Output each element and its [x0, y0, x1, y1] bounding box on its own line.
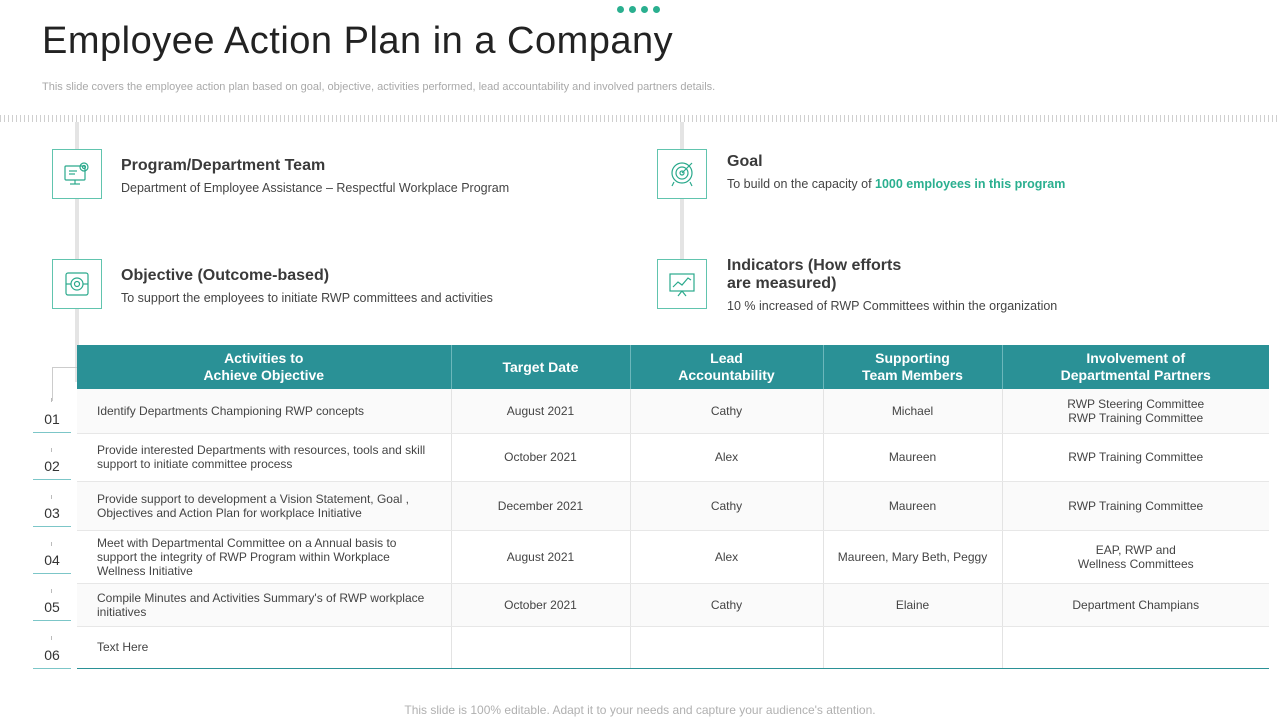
top-dots-decoration	[617, 6, 660, 13]
row-number: 03	[44, 505, 60, 521]
partners-cell: RWP Training Committee	[1002, 433, 1269, 481]
lead-cell: Cathy	[630, 389, 823, 433]
date-cell	[451, 626, 630, 668]
program-title: Program/Department Team	[121, 157, 326, 174]
action-plan-table	[77, 345, 1269, 669]
table-row	[77, 530, 1269, 583]
indicators-description: 10 % increased of RWP Committees within the organization	[727, 299, 1058, 313]
goal-description-text: To build on the capacity of	[727, 177, 876, 191]
partners-cell: EAP, RWP and Wellness Committees	[1002, 530, 1269, 583]
activity-cell: Compile Minutes and Activities Summary's of RWP workplace initiatives	[77, 583, 451, 626]
footer-note: This slide is 100% editable. Adapt it to your needs and capture your audience's attention.	[404, 703, 876, 717]
target-icon	[657, 149, 707, 199]
activity-cell: Identify Departments Championing RWP concepts	[77, 389, 451, 433]
row-number-underline	[33, 573, 71, 574]
table-row	[77, 626, 1269, 668]
objective-description: To support the employees to initiate RWP committees and activities	[121, 291, 493, 305]
page-subtitle: This slide covers the employee action plan based on goal, objective, activities performed, lead accountability and involved partners details.	[42, 81, 716, 93]
column-header-team: Supporting Team Members	[823, 345, 1002, 389]
row-tick	[51, 589, 52, 593]
row-tick	[51, 398, 52, 402]
table-header-row	[77, 345, 1269, 389]
partners-cell: RWP Steering Committee RWP Training Committee	[1002, 389, 1269, 433]
row-number-underline	[33, 668, 71, 669]
lead-cell: Cathy	[630, 481, 823, 530]
team-cell: Elaine	[823, 583, 1002, 626]
program-description: Department of Employee Assistance – Respectful Workplace Program	[121, 181, 510, 195]
team-cell: Maureen	[823, 433, 1002, 481]
column-header-partners: Involvement of Departmental Partners	[1002, 345, 1269, 389]
lead-cell: Cathy	[630, 583, 823, 626]
partners-cell	[1002, 626, 1269, 668]
partners-cell: Department Champians	[1002, 583, 1269, 626]
row-number-underline	[33, 479, 71, 480]
table-row	[77, 389, 1269, 433]
lead-cell: Alex	[630, 433, 823, 481]
page-title: Employee Action Plan in a Company	[42, 20, 674, 62]
activity-cell: Provide support to development a Vision Statement, Goal , Objectives and Action Plan for workplace Initiative	[77, 481, 451, 530]
target-screen-icon	[52, 259, 102, 309]
lead-cell: Alex	[630, 530, 823, 583]
chart-presentation-icon	[657, 259, 707, 309]
date-cell: October 2021	[451, 433, 630, 481]
indicators-title-line2: are measured)	[727, 275, 837, 292]
row-number: 05	[44, 599, 60, 615]
goal-title: Goal	[727, 153, 763, 170]
objective-title: Objective (Outcome-based)	[121, 267, 330, 284]
goal-description	[727, 177, 1065, 191]
row-tick	[51, 448, 52, 452]
team-cell: Maureen	[823, 481, 1002, 530]
indicators-title	[727, 257, 901, 293]
row-tick	[51, 542, 52, 546]
activity-cell: Text Here	[77, 626, 451, 668]
team-cell: Maureen, Mary Beth, Peggy	[823, 530, 1002, 583]
table-row	[77, 481, 1269, 530]
row-number: 01	[44, 411, 60, 427]
row-tick	[51, 636, 52, 640]
date-cell: August 2021	[451, 530, 630, 583]
team-cell: Michael	[823, 389, 1002, 433]
activity-cell: Provide interested Departments with resources, tools and skill support to initiate committee process	[77, 433, 451, 481]
goal-highlight: 1000 employees in this program	[875, 177, 1066, 191]
row-number: 06	[44, 647, 60, 663]
row-number: 04	[44, 552, 60, 568]
row-number-underline	[33, 620, 71, 621]
row-connector	[52, 367, 77, 401]
date-cell: December 2021	[451, 481, 630, 530]
team-cell	[823, 626, 1002, 668]
indicators-title-line1: Indicators (How efforts	[727, 257, 902, 274]
date-cell: October 2021	[451, 583, 630, 626]
activity-cell: Meet with Departmental Committee on a Annual basis to support the integrity of RWP Program within Workplace Wellness Initiative	[77, 530, 451, 583]
dashed-divider	[0, 115, 1280, 122]
table-row	[77, 583, 1269, 626]
computer-gear-icon	[52, 149, 102, 199]
column-header-lead: Lead Accountability	[630, 345, 823, 389]
partners-cell: RWP Training Committee	[1002, 481, 1269, 530]
row-number: 02	[44, 458, 60, 474]
lead-cell	[630, 626, 823, 668]
row-number-underline	[33, 526, 71, 527]
column-header-activities: Activities to Achieve Objective	[77, 345, 451, 389]
column-header-target-date: Target Date	[451, 345, 630, 389]
date-cell: August 2021	[451, 389, 630, 433]
row-number-underline	[33, 432, 71, 433]
table-row	[77, 433, 1269, 481]
row-tick	[51, 495, 52, 499]
